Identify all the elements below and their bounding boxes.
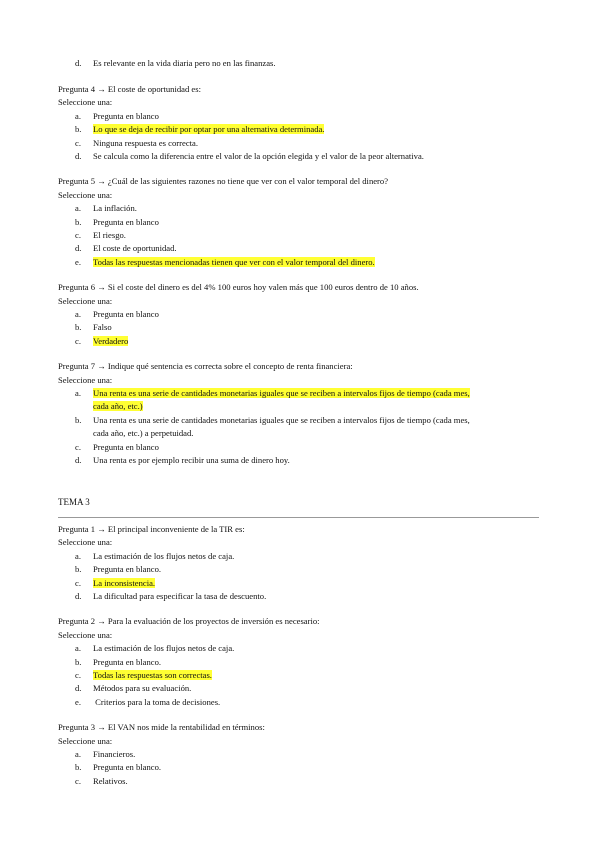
select-one-prompt: Seleccione una: [58,537,113,548]
option-letter: e. [75,696,81,707]
option-letter: d. [75,151,82,161]
option-text: Criterios para la toma de decisiones. [93,696,221,707]
answer-option [75,578,155,589]
select-one-prompt: Seleccione una: [58,735,113,746]
answer-option [75,322,112,333]
answer-option [75,670,212,681]
option-letter: b. [75,762,82,773]
question-title: Pregunta 5 → ¿Cuál de las siguientes razones no tiene que ver con el valor temporal del dinero? [58,176,389,187]
option-text: Una renta es por ejemplo recibir una suma de dinero hoy. [93,455,290,465]
option-text: Pregunta en blanco [93,110,159,121]
option-text: Pregunta en blanco. [93,564,162,575]
option-letter: c. [75,577,81,588]
option-text: Es relevante en la vida diaria pero no en las finanzas. [93,58,276,68]
option-text: La estimación de los flujos netos de caja. [93,550,235,561]
question-title: Pregunta 7 → Indique qué sentencia es correcta sobre el concepto de renta financiera: [58,361,353,372]
answer-option-continuation [75,401,143,412]
option-letter: b. [75,216,82,227]
answer-option [75,111,159,122]
option-letter: c. [75,230,81,240]
select-one-prompt: Seleccione una: [58,295,113,306]
option-letter: b. [75,414,82,425]
option-text: Pregunta en blanco [93,216,159,227]
option-text: Ninguna respuesta es correcta. [93,137,198,148]
option-letter: b. [75,124,82,135]
option-letter: b. [75,564,82,575]
answer-option [75,151,424,162]
answer-option [75,697,220,708]
answer-option [75,124,324,135]
answer-option [75,591,266,602]
answer-option [75,388,470,399]
option-letter: c. [75,441,81,452]
option-letter: a. [75,110,81,121]
highlighted-answer-text: Todas las respuestas son correctas. [93,670,212,680]
option-text: Relativos. [93,775,128,786]
option-letter: d. [75,455,82,465]
highlighted-answer-text: Verdadero [93,335,129,346]
answer-option [75,309,159,320]
question-title: Pregunta 2 → Para la evaluación de los proyectos de inversión es necesario: [58,616,320,627]
answer-option-continuation [75,428,193,439]
answer-option [75,683,191,694]
option-letter: d. [75,683,82,694]
answer-option [75,442,159,453]
highlighted-answer-text: cada año, etc.) [93,401,143,412]
answer-option [75,776,128,787]
option-letter: a. [75,203,81,214]
option-letter: e. [75,256,81,267]
highlighted-answer-text: La inconsistencia. [93,577,156,588]
answer-option [75,657,161,668]
option-letter: d. [75,591,82,601]
option-letter: a. [75,749,81,759]
option-text: Pregunta en blanco [93,441,159,452]
answer-option [75,762,161,773]
select-one-prompt: Seleccione una: [58,374,113,385]
select-one-prompt: Seleccione una: [58,189,113,200]
option-text: Pregunta en blanco. [93,656,162,667]
answer-option [75,455,290,466]
option-text: El coste de oportunidad. [93,243,177,254]
select-one-prompt: Seleccione una: [58,629,113,640]
option-text: El riesgo. [93,230,126,240]
option-text: Métodos para su evaluación. [93,683,192,694]
option-letter: a. [75,550,81,561]
answer-option [75,138,198,149]
answer-option [75,643,234,654]
option-text: Falso [93,322,112,333]
highlighted-answer-text: Una renta es una serie de cantidades monetarias iguales que se reciben a intervalos fijos de tiempo (cada mes, [93,388,470,398]
answer-option [75,551,234,562]
option-letter: c. [75,775,81,786]
select-one-prompt: Seleccione una: [58,97,113,108]
question-title: Pregunta 6 → Si el coste del dinero es del 4% 100 euros hoy valen más que 100 euros dentro de 10 años. [58,282,419,293]
question-title: Pregunta 1 → El principal inconveniente de la TIR es: [58,524,245,534]
answer-option [75,217,159,228]
highlighted-answer-text: Lo que se deja de recibir por optar por una alternativa determinada. [93,124,325,135]
answer-option [75,203,137,214]
answer-option [75,257,375,268]
answer-option [75,230,126,241]
option-text: Pregunta en blanco. [93,762,162,773]
section-divider [58,517,539,518]
option-letter: a. [75,643,81,654]
section-heading: TEMA 3 [58,497,90,507]
highlighted-answer-text: Todas las respuestas mencionadas tienen que ver con el valor temporal del dinero. [93,256,375,267]
answer-option [75,749,135,760]
option-text: cada año, etc.) a perpetuidad. [93,428,194,439]
option-letter: d. [75,58,82,68]
option-letter: c. [75,335,81,346]
question-title: Pregunta 4 → El coste de oportunidad es: [58,84,201,94]
option-text: La inflación. [93,203,137,214]
option-letter: c. [75,670,81,680]
answer-option [75,415,470,426]
option-text: Se calcula como la diferencia entre el valor de la opción elegida y el valor de la peor alternativa. [93,151,424,161]
answer-option [75,243,177,254]
option-letter: a. [75,309,81,319]
option-text: Pregunta en blanco [93,309,159,319]
option-text: Financieros. [93,749,136,759]
option-letter: d. [75,243,82,254]
question-title: Pregunta 3 → El VAN nos mide la rentabilidad en términos: [58,722,265,733]
option-letter: b. [75,656,82,667]
option-letter: a. [75,388,81,398]
answer-option [75,564,161,575]
option-text: La estimación de los flujos netos de caja. [93,643,235,654]
option-text: La dificultad para especificar la tasa de descuento. [93,591,267,601]
option-letter: b. [75,322,82,333]
answer-option [75,336,128,347]
option-letter: c. [75,137,81,148]
option-text: Una renta es una serie de cantidades monetarias iguales que se reciben a intervalos fijos de tiempo (cada mes, [93,414,470,425]
answer-option [75,58,276,69]
